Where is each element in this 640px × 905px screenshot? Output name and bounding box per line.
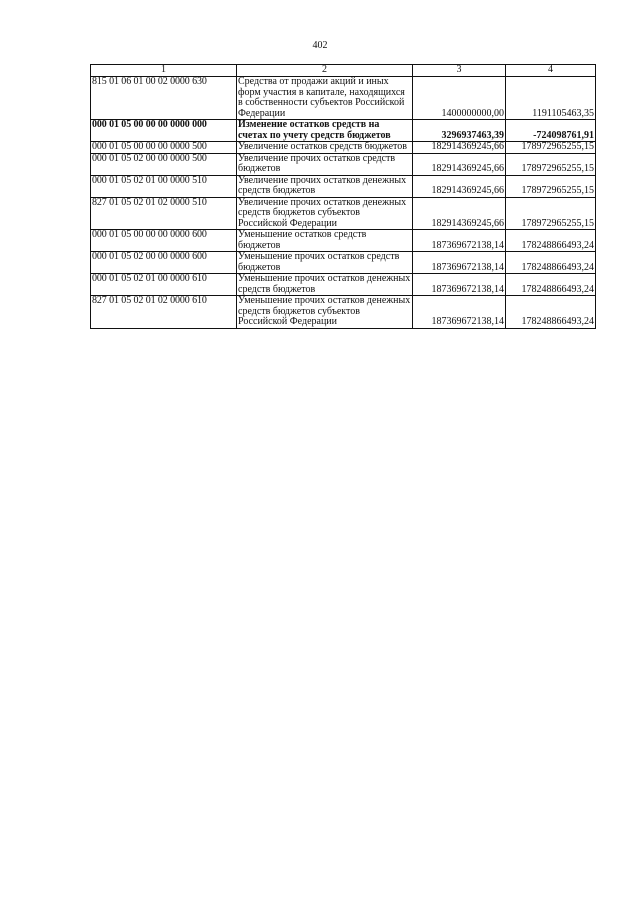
budget-code-cell: 000 01 05 02 00 00 0000 600 — [91, 252, 237, 274]
item-name-cell: Уменьшение прочих остатков денежных средств бюджетов субъектов Российской Федерации — [237, 296, 413, 329]
column-4-value-cell: 178248866493,24 — [506, 230, 596, 252]
table-row — [91, 296, 596, 329]
column-4-value-cell: 178248866493,24 — [506, 274, 596, 296]
item-name-cell: Уменьшение остатков средств бюджетов — [237, 230, 413, 252]
column-header-1: 1 — [91, 65, 237, 77]
table-row — [91, 252, 596, 274]
column-4-value-cell: -724098761,91 — [506, 120, 596, 142]
item-name-cell: Изменение остатков средств на счетах по учету средств бюджетов — [237, 120, 413, 142]
column-header-2: 2 — [237, 65, 413, 77]
column-4-value-cell: 178972965255,15 — [506, 197, 596, 230]
budget-code-cell: 000 01 05 00 00 00 0000 600 — [91, 230, 237, 252]
column-header-4: 4 — [506, 65, 596, 77]
item-name-cell: Средства от продажи акций и иных форм участия в капитале, находящихся в собственности субъектов Российской Федерации — [237, 77, 413, 120]
table-row — [91, 197, 596, 230]
table-row — [91, 77, 596, 120]
item-name-cell: Увеличение прочих остатков денежных средств бюджетов субъектов Российской Федерации — [237, 197, 413, 230]
column-header-3: 3 — [413, 65, 506, 77]
page-number: 402 — [312, 40, 328, 51]
budget-code-cell: 000 01 05 00 00 00 0000 500 — [91, 142, 237, 154]
budget-code-cell: 827 01 05 02 01 02 0000 610 — [91, 296, 237, 329]
table-header-row — [91, 65, 596, 77]
budget-code-cell: 827 01 05 02 01 02 0000 510 — [91, 197, 237, 230]
table-row — [91, 230, 596, 252]
column-4-value-cell: 178248866493,24 — [506, 296, 596, 329]
item-name-cell: Уменьшение прочих остатков денежных средств бюджетов — [237, 274, 413, 296]
column-3-value-cell: 1400000000,00 — [413, 77, 506, 120]
item-name-cell: Увеличение остатков средств бюджетов — [237, 142, 413, 154]
table-row — [91, 274, 596, 296]
column-3-value-cell: 182914369245,66 — [413, 197, 506, 230]
column-3-value-cell: 182914369245,66 — [413, 175, 506, 197]
budget-code-cell: 000 01 05 02 00 00 0000 500 — [91, 153, 237, 175]
column-3-value-cell: 187369672138,14 — [413, 274, 506, 296]
budget-code-cell: 000 01 05 00 00 00 0000 000 — [91, 120, 237, 142]
column-3-value-cell: 187369672138,14 — [413, 230, 506, 252]
table-row — [91, 153, 596, 175]
column-4-value-cell: 178972965255,15 — [506, 153, 596, 175]
budget-code-cell: 000 01 05 02 01 00 0000 610 — [91, 274, 237, 296]
budget-code-cell: 815 01 06 01 00 02 0000 630 — [91, 77, 237, 120]
table-row — [91, 120, 596, 142]
column-4-value-cell: 178972965255,15 — [506, 142, 596, 154]
item-name-cell: Увеличение прочих остатков денежных средств бюджетов — [237, 175, 413, 197]
column-4-value-cell: 1191105463,35 — [506, 77, 596, 120]
column-3-value-cell: 187369672138,14 — [413, 296, 506, 329]
item-name-cell: Уменьшение прочих остатков средств бюджетов — [237, 252, 413, 274]
budget-sources-table — [90, 64, 596, 329]
table-body — [91, 77, 596, 329]
column-3-value-cell: 182914369245,66 — [413, 153, 506, 175]
column-3-value-cell: 182914369245,66 — [413, 142, 506, 154]
budget-code-cell: 000 01 05 02 01 00 0000 510 — [91, 175, 237, 197]
table-row — [91, 142, 596, 154]
item-name-cell: Увеличение прочих остатков средств бюджетов — [237, 153, 413, 175]
column-4-value-cell: 178972965255,15 — [506, 175, 596, 197]
column-3-value-cell: 3296937463,39 — [413, 120, 506, 142]
table-row — [91, 175, 596, 197]
column-4-value-cell: 178248866493,24 — [506, 252, 596, 274]
column-3-value-cell: 187369672138,14 — [413, 252, 506, 274]
